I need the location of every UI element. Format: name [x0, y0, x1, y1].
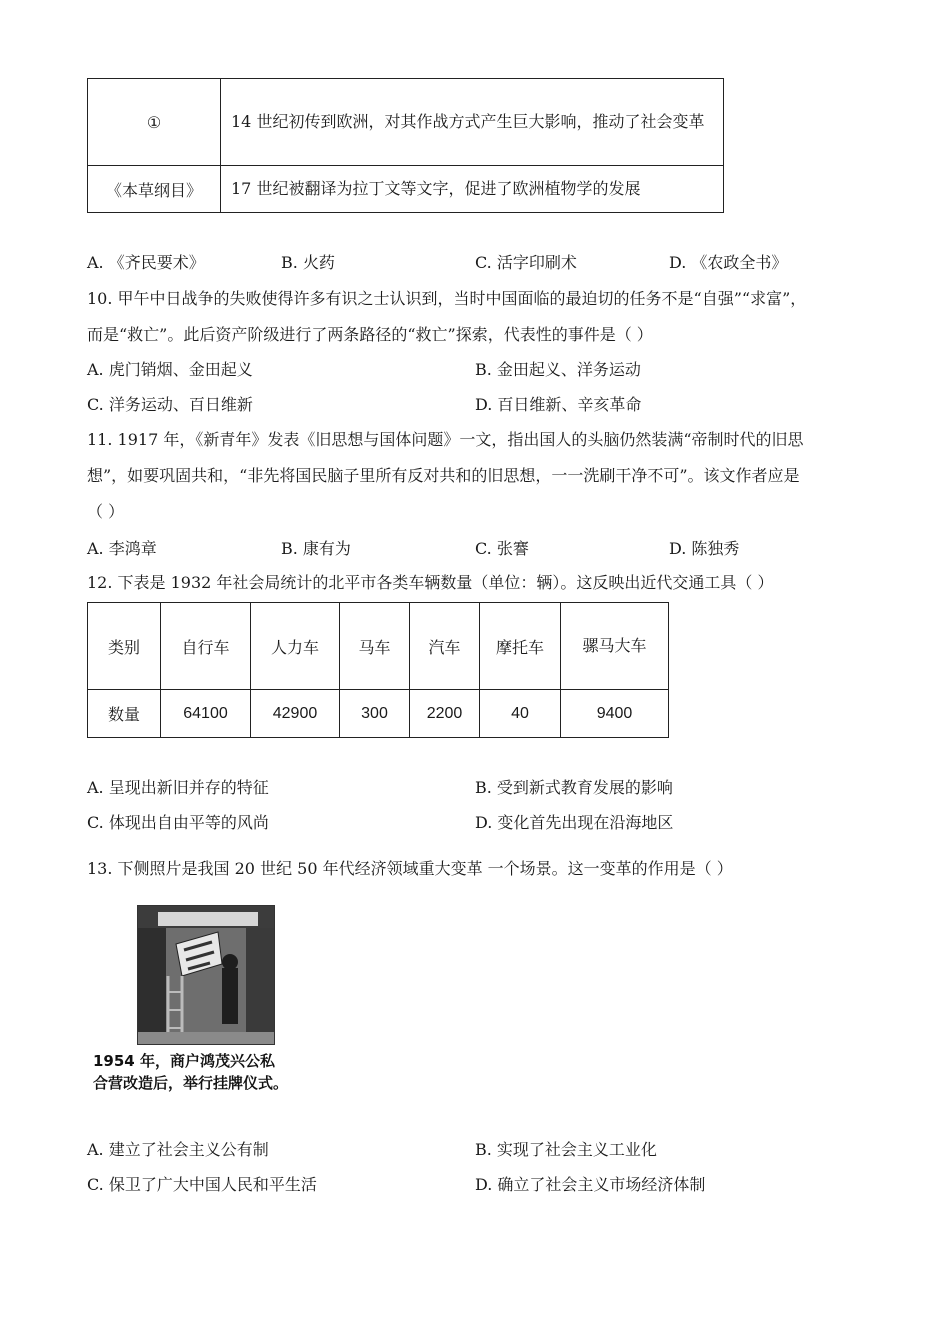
q10-stem-line2: 而是“救亡”。此后资产阶级进行了两条路径的“救亡”探索，代表性的事件是（ ）: [87, 325, 653, 344]
table-cell: 2200: [410, 690, 480, 738]
column-header: 马车: [340, 603, 410, 690]
q11-stem-line3: （ ）: [87, 502, 125, 521]
table-row: [88, 79, 724, 166]
q12-option-c[interactable]: C. 体现出自由平等的风尚: [87, 813, 269, 832]
table-cell: 300: [340, 690, 410, 738]
table-cell: 9400: [561, 690, 669, 738]
q11-option-b[interactable]: B. 康有为: [281, 539, 351, 558]
q11-stem-line1: 11. 1917 年，《新青年》发表《旧思想与国体问题》一文，指出国人的头脑仍然装满“帝制时代的旧思: [87, 430, 804, 449]
table-row: [88, 690, 669, 738]
photo-illustration: [138, 906, 274, 1044]
table-cell: 64100: [161, 690, 251, 738]
q11-option-d[interactable]: D. 陈独秀: [669, 539, 740, 558]
table-row: [88, 166, 724, 213]
column-header: 自行车: [161, 603, 251, 690]
table-cell-label: ①: [88, 79, 221, 166]
q11-option-c[interactable]: C. 张謇: [475, 539, 529, 558]
column-header: 人力车: [251, 603, 340, 690]
column-header: 骡马大车: [561, 603, 669, 690]
q9-option-b[interactable]: B. 火药: [281, 253, 335, 272]
q13-option-d[interactable]: D. 确立了社会主义市场经济体制: [475, 1175, 706, 1194]
table-cell-desc: 14 世纪初传到欧洲，对其作战方式产生巨大影响，推动了社会变革: [221, 79, 724, 166]
q13-option-c[interactable]: C. 保卫了广大中国人民和平生活: [87, 1175, 317, 1194]
q10-option-d[interactable]: D. 百日维新、辛亥革命: [475, 395, 642, 414]
q13-option-b[interactable]: B. 实现了社会主义工业化: [475, 1140, 657, 1159]
q12-stem: 12. 下表是 1932 年社会局统计的北平市各类车辆数量（单位：辆）。这反映出近代交通工具（ ）: [87, 573, 774, 592]
q9-option-c[interactable]: C. 活字印刷术: [475, 253, 577, 272]
table-cell: 42900: [251, 690, 340, 738]
table-cell: 40: [480, 690, 561, 738]
caption-line: 合营改造后，举行挂牌仪式。: [93, 1074, 289, 1092]
vehicle-table: [87, 602, 669, 738]
invention-table: [87, 78, 724, 213]
photo-caption: [93, 1050, 323, 1094]
q12-option-b[interactable]: B. 受到新式教育发展的影响: [475, 778, 673, 797]
q12-option-a[interactable]: A. 呈现出新旧并存的特征: [87, 778, 269, 797]
column-header: 汽车: [410, 603, 480, 690]
table-cell-desc: 17 世纪被翻译为拉丁文等文字，促进了欧洲植物学的发展: [221, 166, 724, 213]
q9-option-a[interactable]: A. 《齐民要术》: [87, 253, 205, 272]
q11-stem-line2: 想”，如要巩固共和，“非先将国民脑子里所有反对共和的旧思想，一一洗刷干净不可”。该文作者应是: [87, 466, 800, 485]
q10-option-b[interactable]: B. 金田起义、洋务运动: [475, 360, 641, 379]
row-label: 数量: [88, 690, 161, 738]
q10-option-a[interactable]: A. 虎门销烟、金田起义: [87, 360, 253, 379]
q9-option-d[interactable]: D. 《农政全书》: [669, 253, 788, 272]
q13-stem: 13. 下侧照片是我国 20 世纪 50 年代经济领域重大变革 一个场景。这一变革的作用是（ ）: [87, 859, 733, 878]
q10-option-c[interactable]: C. 洋务运动、百日维新: [87, 395, 253, 414]
q13-option-a[interactable]: A. 建立了社会主义公有制: [87, 1140, 269, 1159]
q10-stem-line1: 10. 甲午中日战争的失败使得许多有识之士认识到，当时中国面临的最迫切的任务不是“自强”“求富”，: [87, 289, 807, 308]
column-header: 类别: [88, 603, 161, 690]
historical-photo: [137, 905, 275, 1045]
table-cell-label: 《本草纲目》: [88, 166, 221, 213]
table-header-row: [88, 603, 669, 690]
q11-option-a[interactable]: A. 李鸿章: [87, 539, 157, 558]
caption-line: 1954 年，商户鸿茂兴公私: [93, 1052, 275, 1070]
column-header: 摩托车: [480, 603, 561, 690]
q12-option-d[interactable]: D. 变化首先出现在沿海地区: [475, 813, 674, 832]
